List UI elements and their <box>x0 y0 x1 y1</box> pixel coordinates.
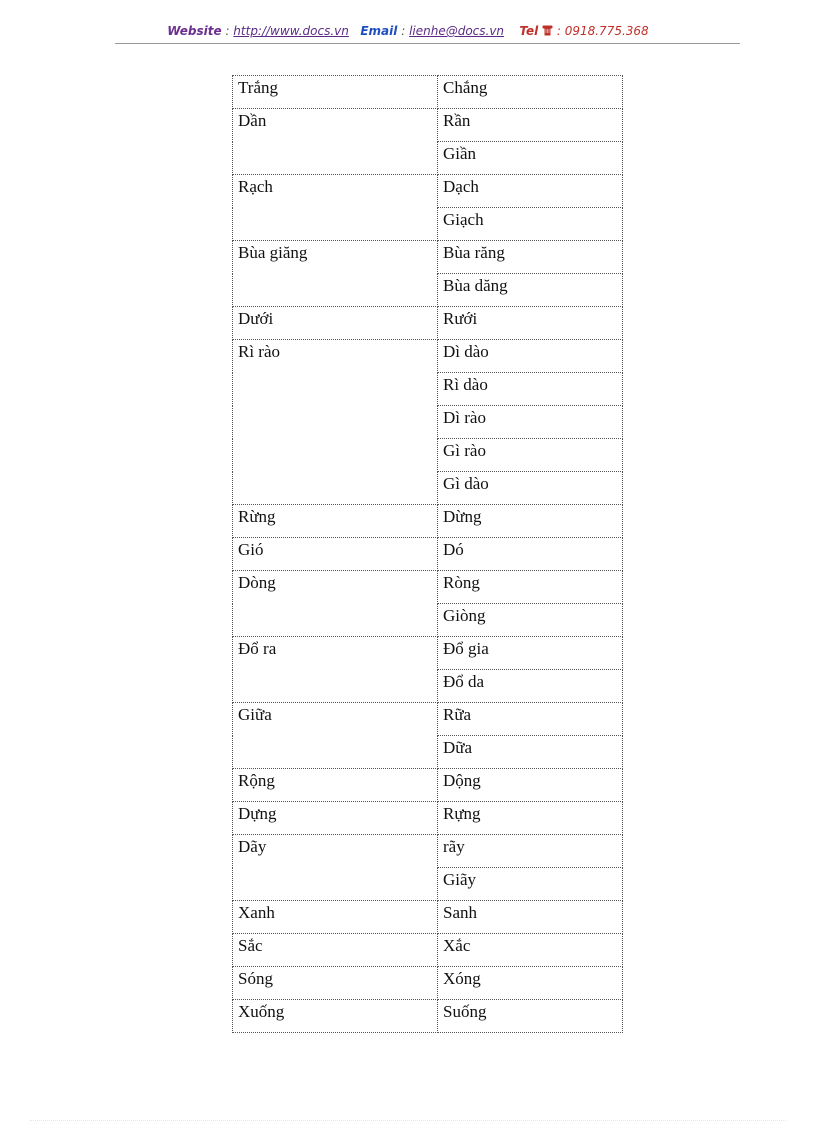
email-label: Email <box>360 24 398 38</box>
variant-word-cell: Suống <box>438 1000 623 1033</box>
word-pairs-body <box>233 76 623 1033</box>
variant-word-cell: Dì rào <box>438 406 623 439</box>
table-row <box>233 340 623 373</box>
variant-word-cell: Ròng <box>438 571 623 604</box>
source-word-cell: Rạch <box>233 175 438 241</box>
tel-number: 0918.775.368 <box>564 24 649 38</box>
table-row <box>233 934 623 967</box>
variant-word-cell: Giần <box>438 142 623 175</box>
source-word-cell: Xuống <box>233 1000 438 1033</box>
variant-word-cell: Dó <box>438 538 623 571</box>
page-header <box>0 24 816 39</box>
phone-icon <box>542 25 553 39</box>
variant-word-cell: Gì rào <box>438 439 623 472</box>
variant-word-cell: Gì dào <box>438 472 623 505</box>
table-row <box>233 241 623 274</box>
variant-word-cell: Dộng <box>438 769 623 802</box>
variant-word-cell: Bùa răng <box>438 241 623 274</box>
variant-word-cell: Đổ gia <box>438 637 623 670</box>
variant-word-cell: Giãy <box>438 868 623 901</box>
source-word-cell: Dưới <box>233 307 438 340</box>
variant-word-cell: Dữa <box>438 736 623 769</box>
variant-word-cell: Rữa <box>438 703 623 736</box>
table-row <box>233 1000 623 1033</box>
source-word-cell: Trắng <box>233 76 438 109</box>
footer-divider <box>30 1120 786 1121</box>
word-pairs-table <box>232 75 623 1033</box>
source-word-cell: Rừng <box>233 505 438 538</box>
source-word-cell: Dòng <box>233 571 438 637</box>
variant-word-cell: Rưới <box>438 307 623 340</box>
source-word-cell: Đổ ra <box>233 637 438 703</box>
variant-word-cell: Rì dào <box>438 373 623 406</box>
website-link[interactable]: http://www.docs.vn <box>233 24 349 38</box>
variant-word-cell: Xóng <box>438 967 623 1000</box>
source-word-cell: Gió <box>233 538 438 571</box>
table-row <box>233 538 623 571</box>
table-row <box>233 175 623 208</box>
table-row <box>233 901 623 934</box>
header-divider <box>115 43 740 44</box>
table-row <box>233 505 623 538</box>
source-word-cell: Sóng <box>233 967 438 1000</box>
table-row <box>233 769 623 802</box>
source-word-cell: Dãy <box>233 835 438 901</box>
variant-word-cell: Rựng <box>438 802 623 835</box>
variant-word-cell: Đổ da <box>438 670 623 703</box>
source-word-cell: Rộng <box>233 769 438 802</box>
variant-word-cell: Giòng <box>438 604 623 637</box>
variant-word-cell: Dừng <box>438 505 623 538</box>
source-word-cell: Bùa giăng <box>233 241 438 307</box>
website-label: Website <box>167 24 222 38</box>
table-row <box>233 307 623 340</box>
variant-word-cell: Giạch <box>438 208 623 241</box>
table-row <box>233 637 623 670</box>
source-word-cell: Xanh <box>233 901 438 934</box>
variant-word-cell: Chắng <box>438 76 623 109</box>
table-row <box>233 835 623 868</box>
variant-word-cell: Bùa dăng <box>438 274 623 307</box>
table-row <box>233 76 623 109</box>
source-word-cell: Dần <box>233 109 438 175</box>
website-separator: : <box>221 24 234 38</box>
source-word-cell: Sắc <box>233 934 438 967</box>
source-word-cell: Giữa <box>233 703 438 769</box>
table-row <box>233 967 623 1000</box>
table-row <box>233 802 623 835</box>
variant-word-cell: Sanh <box>438 901 623 934</box>
source-word-cell: Rì rào <box>233 340 438 505</box>
email-separator: : <box>401 24 410 38</box>
variant-word-cell: Rần <box>438 109 623 142</box>
variant-word-cell: Dạch <box>438 175 623 208</box>
table-row <box>233 571 623 604</box>
tel-label: Tel <box>519 24 539 38</box>
tel-separator: : <box>553 24 565 38</box>
email-link[interactable]: lienhe@docs.vn <box>409 24 505 38</box>
variant-word-cell: rãy <box>438 835 623 868</box>
variant-word-cell: Xắc <box>438 934 623 967</box>
variant-word-cell: Dì dào <box>438 340 623 373</box>
source-word-cell: Dựng <box>233 802 438 835</box>
table-row <box>233 703 623 736</box>
table-row <box>233 109 623 142</box>
